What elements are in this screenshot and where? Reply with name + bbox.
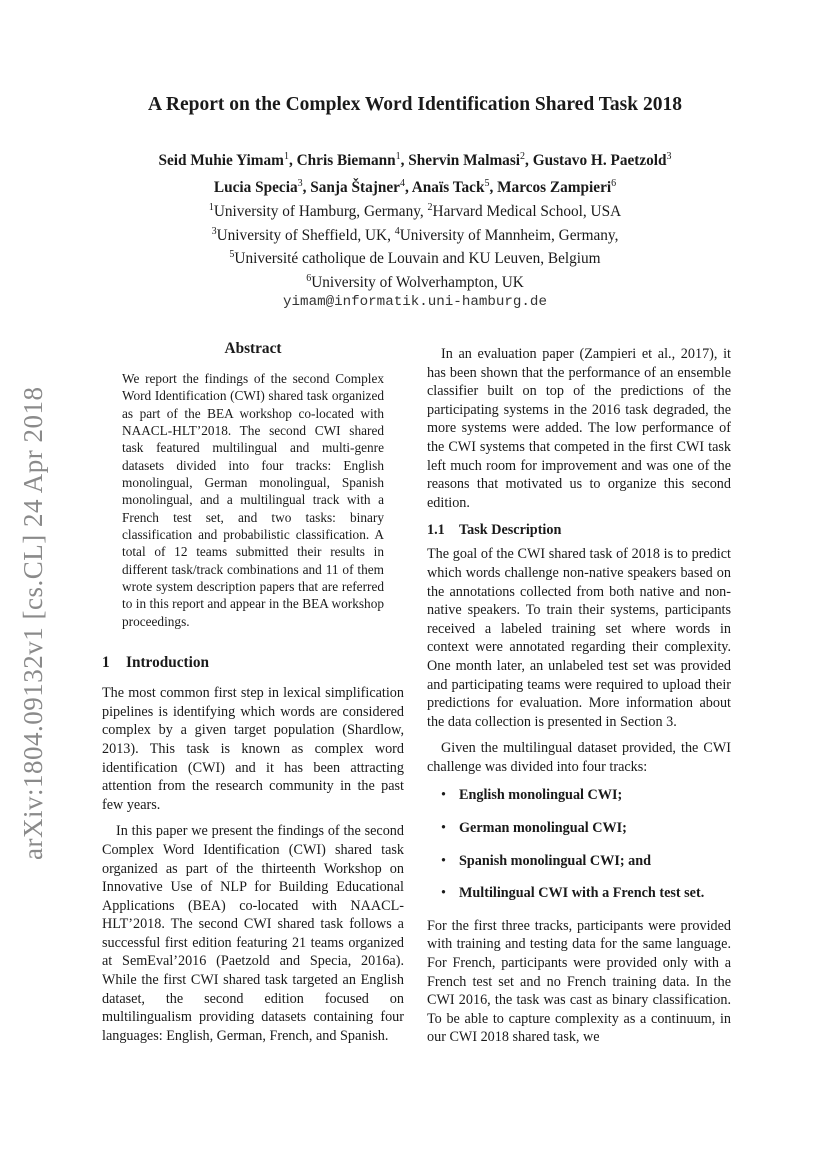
intro-paragraph-1: The most common first step in lexical simplification pipelines is identifying which words are considered complex by a given target population (Shardlow, 2013). This task is known as complex word identification (CWI) and it has been attracting attention from the research community in the past few years. bbox=[102, 685, 404, 813]
contact-email[interactable]: yimam@informatik.uni-hamburg.de bbox=[283, 293, 547, 310]
section-title: Introduction bbox=[126, 654, 210, 672]
abstract-heading: Abstract bbox=[224, 340, 282, 357]
section-number: 1 bbox=[102, 654, 110, 672]
author: Chris Biemann$^1$, bbox=[296, 151, 409, 170]
task-paragraph-2: Given the multilingual dataset provided, the CWI challenge was divided into four tracks: bbox=[427, 740, 731, 775]
section-heading-introduction bbox=[102, 654, 404, 672]
author: Anaïs Tack$^5$, bbox=[411, 178, 498, 197]
list-item: • English monolingual CWI; bbox=[441, 786, 731, 805]
affiliation-line: $^3$University of Sheffield, UK, $^4$University of Mannheim, Germany, bbox=[211, 225, 619, 244]
affiliations bbox=[90, 198, 740, 312]
subsection-title: Task Description bbox=[459, 522, 562, 539]
authors-line-1 bbox=[80, 145, 750, 172]
author-block bbox=[80, 145, 750, 199]
evaluation-paragraph: In an evaluation paper (Zampieri et al., 2017), it has been shown that the performance of an ensemble classifier built on top of the predictions of the participating systems in the 2016 task degraded, the more systems were added. The low performance of the CWI systems that competed in the first CWI task left much room for improvement and was one of the reasons that motivated us to organize this second edition. bbox=[427, 346, 731, 511]
arxiv-side-stamp: arXiv:1804.09132v1 [cs.CL] 24 Apr 2018 bbox=[18, 386, 48, 860]
authors-line-2 bbox=[80, 172, 750, 199]
affiliation-line: $^6$University of Wolverhampton, UK bbox=[306, 273, 524, 292]
author: Lucia Specia$^3$, bbox=[213, 178, 311, 197]
track-list bbox=[427, 786, 731, 902]
task-paragraph-1: The goal of the CWI shared task of 2018 is to predict which words challenge non-native speakers based on the annotations collected from both native and non-native speakers. To train their systems, participants received a labeled training set where words in context were annotated regarding their complexity. One month later, an unlabeled test set was provided and participating teams were required to upload their predictions for evaluation. More information about the data collection is presented in Section 3. bbox=[427, 546, 731, 730]
abstract-text: We report the findings of the second Complex Word Identification (CWI) shared task organized as part of the BEA workshop co-located with NAACL-HLT’2018. The second CWI shared task featured multilingual and multi-genre datasets divided into four tracks: English monolingual, German monolingual, Spanish monolingual, and a multilingual track with a French test set, and two tasks: binary classification and probabilistic classification. A total of 12 teams submitted their results in different task/track combinations and 11 of them wrote system description papers that are referred to in this report and appear in the BEA workshop proceedings. bbox=[122, 371, 384, 629]
list-item: • Multilingual CWI with a French test set. bbox=[441, 884, 731, 903]
author: Gustavo H. Paetzold$^3$ bbox=[532, 151, 672, 170]
left-column bbox=[102, 340, 404, 1045]
task-paragraph-3: For the first three tracks, participants were provided with training and testing data for the same language. For French, participants were provided only with a French test set and no French training data. In the CWI 2016, the task was cast as binary classification. To be able to capture complexity as a continuum, in our CWI 2018 shared task, we bbox=[427, 917, 731, 1046]
author: Sanja Štajner$^4$, bbox=[310, 178, 412, 197]
author: Seid Muhie Yimam$^1$, bbox=[158, 151, 297, 170]
affiliation-line: $^1$University of Hamburg, Germany, $^2$Harvard Medical School, USA bbox=[208, 202, 622, 221]
intro-paragraph-2: In this paper we present the findings of the second Complex Word Identification (CWI) shared task organized as part of the thirteenth Workshop on Innovative Use of NLP for Building Educational Applications (BEA) co-located with NAACL-HLT’2018. The second CWI shared task follows a successful first edition featuring 21 teams organized at SemEval’2016 (Paetzold and Specia, 2016a). While the first CWI shared task targeted an English dataset, the second edition focused on multilingualism providing datasets containing four languages: English, German, French, and Spanish. bbox=[102, 823, 404, 1044]
list-item: • German monolingual CWI; bbox=[441, 819, 731, 838]
affiliation-line: $^5$Université catholique de Louvain and KU Leuven, Belgium bbox=[229, 249, 601, 268]
subsection-number: 1.1 bbox=[427, 522, 445, 539]
right-column bbox=[427, 345, 731, 1047]
subsection-heading-task-description bbox=[427, 522, 731, 539]
paper-title: A Report on the Complex Word Identification Shared Task 2018 bbox=[148, 94, 682, 115]
list-item: • Spanish monolingual CWI; and bbox=[441, 852, 731, 871]
author: Shervin Malmasi$^2$, bbox=[408, 151, 533, 170]
author: Marcos Zampieri$^6$ bbox=[497, 178, 617, 197]
